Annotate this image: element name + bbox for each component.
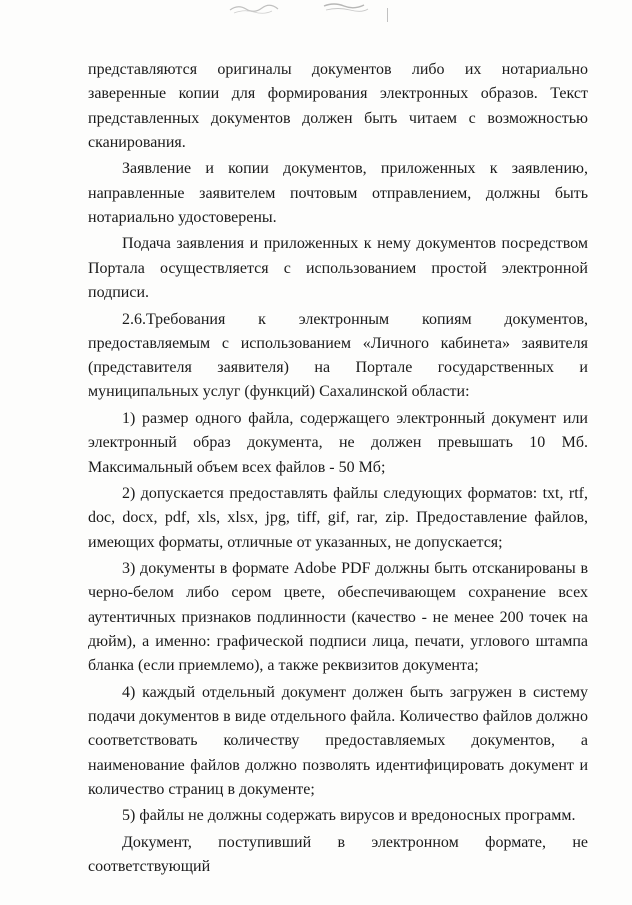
list-item-file-size: 1) размер одного файла, содержащего электронный документ или электронный образ документа, не должен превышать 10 Мб. Максимальный объем всех файлов - 50 Мб; [88, 409, 588, 476]
list-item-separate-files: 4) каждый отдельный документ должен быть загружен в систему подачи документов в виде отдельного файла. Количество файлов должно соответствовать количеству предоставляемых документов, а наименование файлов должно позволять идентифицировать документ и количество страниц в документе; [88, 683, 588, 798]
paragraph-requirements-heading: 2.6.Требования к электронным копиям документов, предоставляемым с использованием «Личного кабинета» заявителя (представителя заявителя) на Портале государственных и муниципальных услуг (функций) Сахалинской области: [88, 310, 588, 401]
list-item-pdf-scanning: 3) документы в формате Adobe PDF должны быть отсканированы в черно-белом либо сером цвете, обеспечивающем сохранение всех аутентичных признаков подлинности (качество - не менее 200 точек на дюйм), а именно: графической подписи лица, печати, углового штампа бланка (если приемлемо), а также реквизитов документа; [88, 560, 588, 675]
document-body [88, 58, 588, 882]
scan-artifact-tick [387, 8, 388, 22]
paragraph-originals: представляются оригиналы документов либо их нотариально заверенные копии для формирования электронных образов. Текст представленных документов должен быть читаем с возможностью сканирования. [88, 61, 588, 151]
paragraph-noncompliant-document: Документ, поступивший в электронном формате, не соответствующий [88, 833, 588, 876]
scan-artifact-mark [228, 0, 286, 16]
scan-artifact-mark [322, 0, 372, 16]
paragraph-notarized-copies: Заявление и копии документов, приложенных к заявлению, направленные заявителем почтовым отправлением, должны быть нотариально удостоверены. [88, 160, 588, 226]
list-item-file-formats: 2) допускается предоставлять файлы следующих форматов: txt, rtf, doc, docx, pdf, xls, xlsx, jpg, tiff, gif, rar, zip. Предоставление файлов, имеющих форматы, отличные от указанных, не допускается; [88, 484, 588, 551]
paragraph-portal-signature: Подача заявления и приложенных к нему документов посредством Портала осуществляется с использованием простой электронной подписи. [88, 235, 588, 302]
list-item-no-viruses: 5) файлы не должны содержать вирусов и вредоносных программ. [122, 807, 576, 825]
